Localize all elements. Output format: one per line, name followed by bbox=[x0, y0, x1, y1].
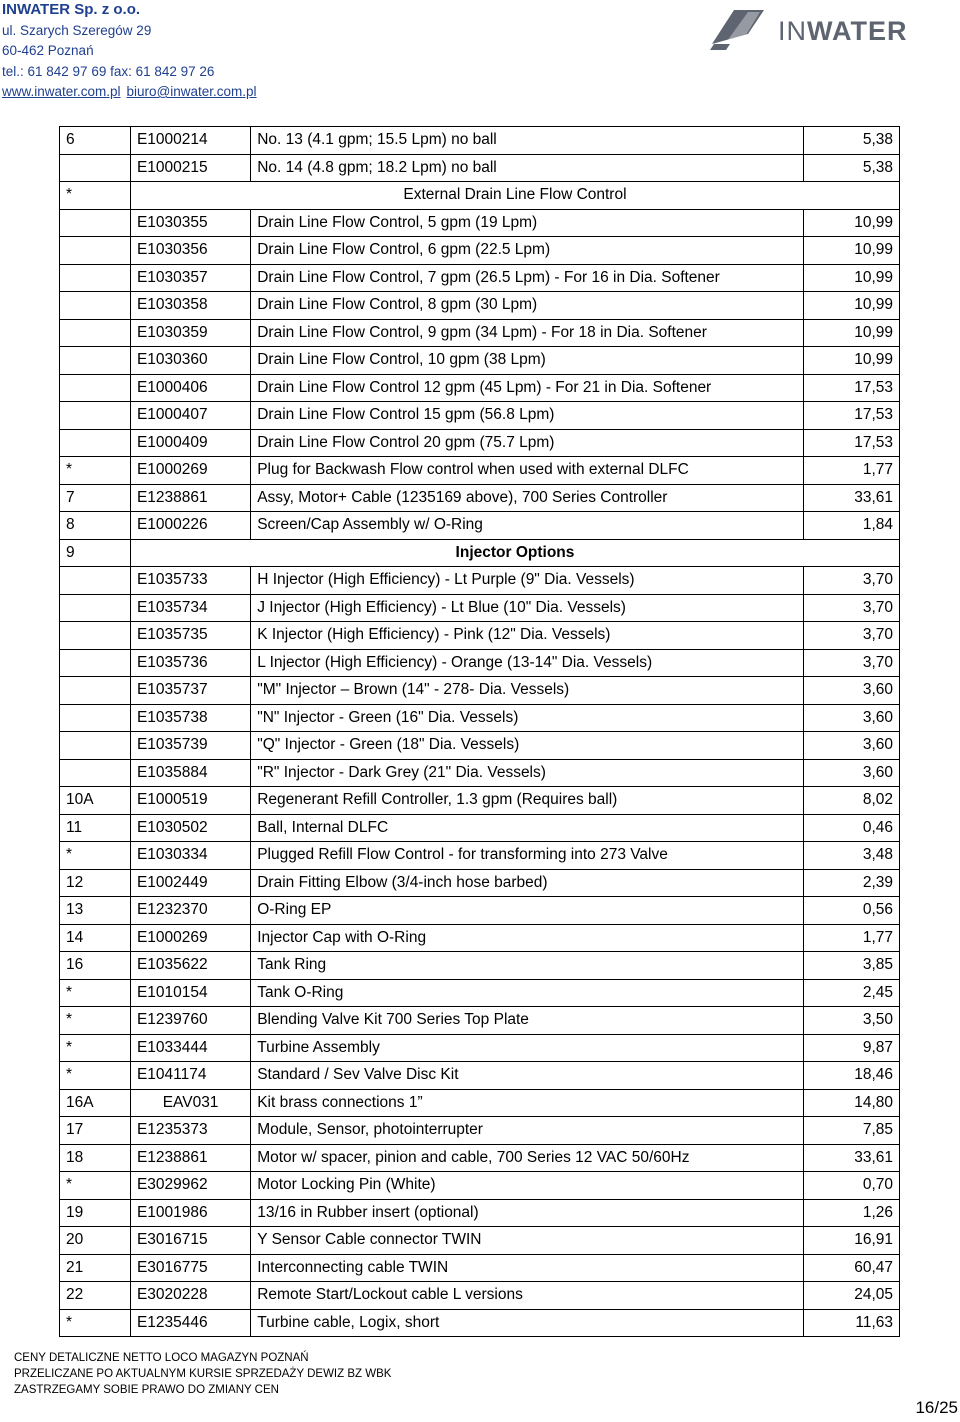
section-heading: Injector Options bbox=[130, 539, 899, 567]
part-code-cell: E3020228 bbox=[130, 1282, 250, 1310]
description-cell: Drain Line Flow Control 20 gpm (75.7 Lpm) bbox=[251, 429, 804, 457]
section-row bbox=[60, 182, 900, 210]
description-cell: Drain Line Flow Control, 7 gpm (26.5 Lpm) - For 16 in Dia. Softener bbox=[251, 264, 804, 292]
table-row bbox=[60, 622, 900, 650]
price-cell: 10,99 bbox=[804, 209, 900, 237]
price-cell: 11,63 bbox=[804, 1309, 900, 1337]
position-cell: 22 bbox=[60, 1282, 131, 1310]
position-cell: * bbox=[60, 979, 131, 1007]
position-cell bbox=[60, 429, 131, 457]
description-cell: Plug for Backwash Flow control when used with external DLFC bbox=[251, 457, 804, 485]
price-cell: 1,84 bbox=[804, 512, 900, 540]
part-code-cell: E1001986 bbox=[130, 1199, 250, 1227]
description-cell: O-Ring EP bbox=[251, 897, 804, 925]
table-row bbox=[60, 1034, 900, 1062]
position-cell: * bbox=[60, 1007, 131, 1035]
price-cell: 1,26 bbox=[804, 1199, 900, 1227]
table-row bbox=[60, 374, 900, 402]
position-cell: * bbox=[60, 1034, 131, 1062]
table-row bbox=[60, 594, 900, 622]
price-cell: 0,46 bbox=[804, 814, 900, 842]
price-cell: 7,85 bbox=[804, 1117, 900, 1145]
part-code-cell: E1238861 bbox=[130, 1144, 250, 1172]
table-row bbox=[60, 457, 900, 485]
company-contacts bbox=[2, 82, 422, 103]
description-cell: Screen/Cap Assembly w/ O-Ring bbox=[251, 512, 804, 540]
description-cell: No. 13 (4.1 gpm; 15.5 Lpm) no ball bbox=[251, 127, 804, 155]
part-code-cell: E1000226 bbox=[130, 512, 250, 540]
table-row bbox=[60, 264, 900, 292]
part-code-cell: E1035739 bbox=[130, 732, 250, 760]
description-cell: Drain Line Flow Control, 5 gpm (19 Lpm) bbox=[251, 209, 804, 237]
price-cell: 10,99 bbox=[804, 237, 900, 265]
position-cell bbox=[60, 347, 131, 375]
table-row bbox=[60, 319, 900, 347]
description-cell: Drain Line Flow Control 15 gpm (56.8 Lpm) bbox=[251, 402, 804, 430]
price-cell: 3,48 bbox=[804, 842, 900, 870]
table-row bbox=[60, 759, 900, 787]
footer-note-2: PRZELICZANE PO AKTUALNYM KURSIE SPRZEDAŻY DEWIZ BZ WBK bbox=[14, 1368, 392, 1380]
part-code-cell: E1235446 bbox=[130, 1309, 250, 1337]
description-cell: Y Sensor Cable connector TWIN bbox=[251, 1227, 804, 1255]
company-phone: tel.: 61 842 97 69 fax: 61 842 97 26 bbox=[2, 63, 215, 79]
part-code-cell: E1030357 bbox=[130, 264, 250, 292]
part-code-cell: E1035738 bbox=[130, 704, 250, 732]
part-code-cell: E1030360 bbox=[130, 347, 250, 375]
description-cell: Injector Cap with O-Ring bbox=[251, 924, 804, 952]
part-code-cell: E1035736 bbox=[130, 649, 250, 677]
price-cell: 5,38 bbox=[804, 127, 900, 155]
company-street: ul. Szarych Szeregów 29 bbox=[2, 22, 152, 38]
part-code-cell: E1000214 bbox=[130, 127, 250, 155]
part-code-cell: E1232370 bbox=[130, 897, 250, 925]
price-cell: 10,99 bbox=[804, 319, 900, 347]
section-row bbox=[60, 539, 900, 567]
position-cell bbox=[60, 759, 131, 787]
table-row bbox=[60, 237, 900, 265]
part-code-cell: E1000269 bbox=[130, 457, 250, 485]
description-cell: "Q" Injector - Green (18" Dia. Vessels) bbox=[251, 732, 804, 760]
price-cell: 17,53 bbox=[804, 374, 900, 402]
footer-note-1: CENY DETALICZNE NETTO LOCO MAGAZYN POZNAŃ bbox=[14, 1352, 309, 1364]
description-cell: L Injector (High Efficiency) - Orange (13-14" Dia. Vessels) bbox=[251, 649, 804, 677]
table-row bbox=[60, 1309, 900, 1337]
position-cell: * bbox=[60, 842, 131, 870]
position-cell bbox=[60, 649, 131, 677]
part-code-cell: E1000406 bbox=[130, 374, 250, 402]
description-cell: Drain Fitting Elbow (3/4-inch hose barbed) bbox=[251, 869, 804, 897]
table-row bbox=[60, 154, 900, 182]
price-cell: 18,46 bbox=[804, 1062, 900, 1090]
description-cell: Turbine Assembly bbox=[251, 1034, 804, 1062]
part-code-cell: E1002449 bbox=[130, 869, 250, 897]
price-cell: 3,70 bbox=[804, 594, 900, 622]
description-cell: J Injector (High Efficiency) - Lt Blue (10" Dia. Vessels) bbox=[251, 594, 804, 622]
table-row bbox=[60, 292, 900, 320]
position-cell bbox=[60, 264, 131, 292]
table-row bbox=[60, 869, 900, 897]
description-cell: K Injector (High Efficiency) - Pink (12" Dia. Vessels) bbox=[251, 622, 804, 650]
table-row bbox=[60, 209, 900, 237]
table-row bbox=[60, 787, 900, 815]
price-cell: 1,77 bbox=[804, 457, 900, 485]
price-cell: 8,02 bbox=[804, 787, 900, 815]
price-cell: 3,70 bbox=[804, 622, 900, 650]
description-cell: Ball, Internal DLFC bbox=[251, 814, 804, 842]
table-row bbox=[60, 1172, 900, 1200]
part-code-cell: E1235373 bbox=[130, 1117, 250, 1145]
part-code-cell: E1030334 bbox=[130, 842, 250, 870]
position-cell bbox=[60, 402, 131, 430]
position-cell: 13 bbox=[60, 897, 131, 925]
price-cell: 17,53 bbox=[804, 402, 900, 430]
description-cell: Blending Valve Kit 700 Series Top Plate bbox=[251, 1007, 804, 1035]
description-cell: Motor Locking Pin (White) bbox=[251, 1172, 804, 1200]
description-cell: Remote Start/Lockout cable L versions bbox=[251, 1282, 804, 1310]
table-row bbox=[60, 649, 900, 677]
table-row bbox=[60, 732, 900, 760]
price-cell: 16,91 bbox=[804, 1227, 900, 1255]
part-code-cell: E1000519 bbox=[130, 787, 250, 815]
price-cell: 3,50 bbox=[804, 1007, 900, 1035]
price-cell: 33,61 bbox=[804, 1144, 900, 1172]
position-cell: * bbox=[60, 1172, 131, 1200]
price-cell: 3,60 bbox=[804, 759, 900, 787]
description-cell: 13/16 in Rubber insert (optional) bbox=[251, 1199, 804, 1227]
part-code-cell: E1000409 bbox=[130, 429, 250, 457]
table-row bbox=[60, 897, 900, 925]
price-cell: 10,99 bbox=[804, 347, 900, 375]
company-header bbox=[2, 0, 422, 103]
page-number: 16/25 bbox=[915, 1398, 958, 1417]
table-row bbox=[60, 1227, 900, 1255]
table-row bbox=[60, 1199, 900, 1227]
table-row bbox=[60, 842, 900, 870]
part-code-cell: E1238861 bbox=[130, 484, 250, 512]
table-row bbox=[60, 979, 900, 1007]
position-cell bbox=[60, 732, 131, 760]
description-cell: "N" Injector - Green (16" Dia. Vessels) bbox=[251, 704, 804, 732]
price-cell: 9,87 bbox=[804, 1034, 900, 1062]
part-code-cell: E1030355 bbox=[130, 209, 250, 237]
description-cell: Drain Line Flow Control, 8 gpm (30 Lpm) bbox=[251, 292, 804, 320]
position-cell: 19 bbox=[60, 1199, 131, 1227]
position-cell: 12 bbox=[60, 869, 131, 897]
price-cell: 3,60 bbox=[804, 732, 900, 760]
price-footer bbox=[14, 1350, 391, 1398]
description-cell: Tank Ring bbox=[251, 952, 804, 980]
table-row bbox=[60, 924, 900, 952]
position-cell bbox=[60, 209, 131, 237]
position-cell bbox=[60, 567, 131, 595]
description-cell: "R" Injector - Dark Grey (21" Dia. Vessels) bbox=[251, 759, 804, 787]
price-cell: 17,53 bbox=[804, 429, 900, 457]
position-cell bbox=[60, 622, 131, 650]
description-cell: Drain Line Flow Control, 9 gpm (34 Lpm) - For 18 in Dia. Softener bbox=[251, 319, 804, 347]
position-cell: 10A bbox=[60, 787, 131, 815]
price-cell: 2,45 bbox=[804, 979, 900, 1007]
table-row bbox=[60, 814, 900, 842]
position-cell: 16A bbox=[60, 1089, 131, 1117]
position-cell: * bbox=[60, 182, 131, 210]
description-cell: Standard / Sev Valve Disc Kit bbox=[251, 1062, 804, 1090]
table-row bbox=[60, 1089, 900, 1117]
price-cell: 5,38 bbox=[804, 154, 900, 182]
parts-price-table bbox=[59, 126, 900, 1337]
table-row bbox=[60, 429, 900, 457]
part-code-cell: E3016775 bbox=[130, 1254, 250, 1282]
table-row bbox=[60, 567, 900, 595]
position-cell bbox=[60, 704, 131, 732]
table-row bbox=[60, 512, 900, 540]
table-row bbox=[60, 127, 900, 155]
description-cell: Module, Sensor, photointerrupter bbox=[251, 1117, 804, 1145]
position-cell: 17 bbox=[60, 1117, 131, 1145]
part-code-cell: E1035734 bbox=[130, 594, 250, 622]
position-cell: 11 bbox=[60, 814, 131, 842]
table-row bbox=[60, 1117, 900, 1145]
part-code-cell: E1035733 bbox=[130, 567, 250, 595]
table-row bbox=[60, 1144, 900, 1172]
position-cell: 16 bbox=[60, 952, 131, 980]
part-code-cell: E1000215 bbox=[130, 154, 250, 182]
price-cell: 10,99 bbox=[804, 264, 900, 292]
position-cell: 8 bbox=[60, 512, 131, 540]
part-code-cell: E1000407 bbox=[130, 402, 250, 430]
company-name: INWATER Sp. z o.o. bbox=[2, 1, 141, 18]
description-cell: H Injector (High Efficiency) - Lt Purple (9" Dia. Vessels) bbox=[251, 567, 804, 595]
table-row bbox=[60, 347, 900, 375]
description-cell: Drain Line Flow Control, 6 gpm (22.5 Lpm) bbox=[251, 237, 804, 265]
position-cell: 6 bbox=[60, 127, 131, 155]
position-cell: 7 bbox=[60, 484, 131, 512]
position-cell: * bbox=[60, 1309, 131, 1337]
description-cell: Plugged Refill Flow Control - for transforming into 273 Valve bbox=[251, 842, 804, 870]
logo-wordmark: INWATER bbox=[778, 16, 908, 46]
description-cell: Turbine cable, Logix, short bbox=[251, 1309, 804, 1337]
price-cell: 1,77 bbox=[804, 924, 900, 952]
part-code-cell: E1030502 bbox=[130, 814, 250, 842]
position-cell bbox=[60, 594, 131, 622]
position-cell bbox=[60, 319, 131, 347]
description-cell: "M" Injector – Brown (14" - 278- Dia. Vessels) bbox=[251, 677, 804, 705]
table-row bbox=[60, 484, 900, 512]
price-cell: 24,05 bbox=[804, 1282, 900, 1310]
part-code-cell: E1035735 bbox=[130, 622, 250, 650]
price-cell: 0,70 bbox=[804, 1172, 900, 1200]
price-cell: 3,60 bbox=[804, 677, 900, 705]
part-code-cell: E1033444 bbox=[130, 1034, 250, 1062]
position-cell: 21 bbox=[60, 1254, 131, 1282]
part-code-cell: E1010154 bbox=[130, 979, 250, 1007]
position-cell: * bbox=[60, 457, 131, 485]
part-code-cell: E3029962 bbox=[130, 1172, 250, 1200]
price-cell: 60,47 bbox=[804, 1254, 900, 1282]
part-code-cell: E1030359 bbox=[130, 319, 250, 347]
part-code-cell: E1035737 bbox=[130, 677, 250, 705]
price-cell: 3,60 bbox=[804, 704, 900, 732]
position-cell: 18 bbox=[60, 1144, 131, 1172]
part-code-cell: E1239760 bbox=[130, 1007, 250, 1035]
position-cell: 9 bbox=[60, 539, 131, 567]
price-cell: 2,39 bbox=[804, 869, 900, 897]
company-city: 60-462 Poznań bbox=[2, 43, 94, 58]
section-heading: External Drain Line Flow Control bbox=[130, 182, 899, 210]
table-row bbox=[60, 704, 900, 732]
part-code-cell: E1000269 bbox=[130, 924, 250, 952]
price-cell: 33,61 bbox=[804, 484, 900, 512]
price-cell: 3,70 bbox=[804, 649, 900, 677]
price-cell: 14,80 bbox=[804, 1089, 900, 1117]
email-link[interactable]: biuro@inwater.com.pl bbox=[126, 84, 257, 99]
table-row bbox=[60, 1062, 900, 1090]
part-code-cell: E1035622 bbox=[130, 952, 250, 980]
description-cell: Tank O-Ring bbox=[251, 979, 804, 1007]
position-cell bbox=[60, 374, 131, 402]
part-code-cell: E1041174 bbox=[130, 1062, 250, 1090]
position-cell: 14 bbox=[60, 924, 131, 952]
table-row bbox=[60, 1254, 900, 1282]
part-code-cell: E1035884 bbox=[130, 759, 250, 787]
price-cell: 3,85 bbox=[804, 952, 900, 980]
position-cell bbox=[60, 292, 131, 320]
description-cell: Assy, Motor+ Cable (1235169 above), 700 Series Controller bbox=[251, 484, 804, 512]
price-cell: 3,70 bbox=[804, 567, 900, 595]
price-cell: 10,99 bbox=[804, 292, 900, 320]
position-cell bbox=[60, 154, 131, 182]
description-cell: Kit brass connections 1” bbox=[251, 1089, 804, 1117]
description-cell: Drain Line Flow Control, 10 gpm (38 Lpm) bbox=[251, 347, 804, 375]
inwater-logo bbox=[708, 4, 958, 56]
description-cell: Motor w/ spacer, pinion and cable, 700 Series 12 VAC 50/60Hz bbox=[251, 1144, 804, 1172]
table-row bbox=[60, 952, 900, 980]
part-code-cell: E3016715 bbox=[130, 1227, 250, 1255]
table-row bbox=[60, 1282, 900, 1310]
position-cell bbox=[60, 677, 131, 705]
footer-note-3: ZASTRZEGAMY SOBIE PRAWO DO ZMIANY CEN bbox=[14, 1384, 279, 1396]
part-code-cell: EAV031 bbox=[130, 1089, 250, 1117]
description-cell: Regenerant Refill Controller, 1.3 gpm (Requires ball) bbox=[251, 787, 804, 815]
position-cell bbox=[60, 237, 131, 265]
table-row bbox=[60, 402, 900, 430]
website-link[interactable]: www.inwater.com.pl bbox=[2, 84, 121, 99]
price-cell: 0,56 bbox=[804, 897, 900, 925]
description-cell: No. 14 (4.8 gpm; 18.2 Lpm) no ball bbox=[251, 154, 804, 182]
position-cell: 20 bbox=[60, 1227, 131, 1255]
position-cell: * bbox=[60, 1062, 131, 1090]
table-row bbox=[60, 1007, 900, 1035]
description-cell: Interconnecting cable TWIN bbox=[251, 1254, 804, 1282]
part-code-cell: E1030356 bbox=[130, 237, 250, 265]
description-cell: Drain Line Flow Control 12 gpm (45 Lpm) - For 21 in Dia. Softener bbox=[251, 374, 804, 402]
part-code-cell: E1030358 bbox=[130, 292, 250, 320]
water-drop-logo-icon bbox=[708, 4, 772, 54]
table-row bbox=[60, 677, 900, 705]
